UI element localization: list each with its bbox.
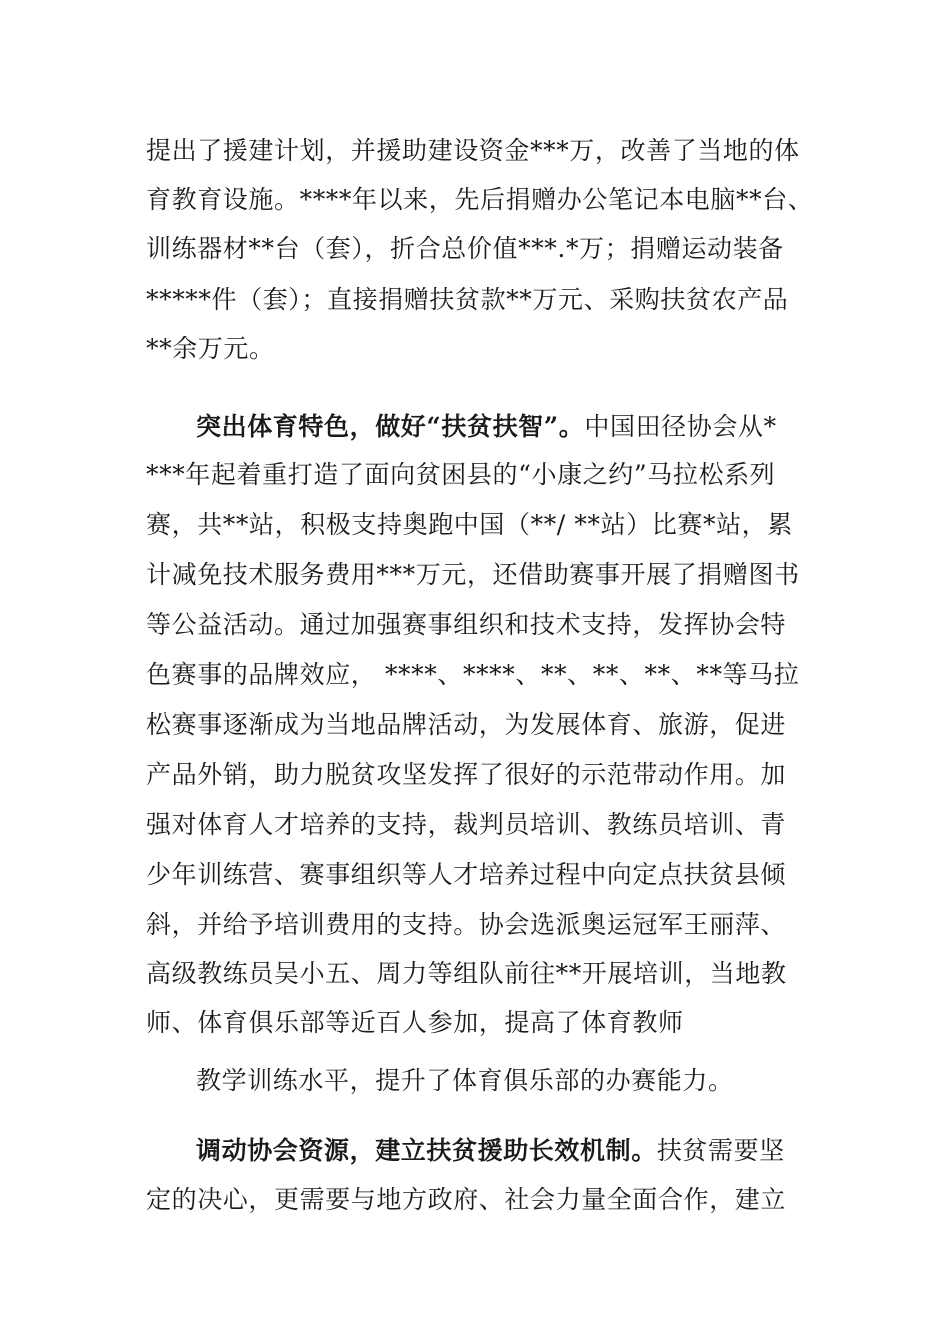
paragraph-2-heading: 突出体育特色，做好“扶贫扶智”。 <box>196 412 585 441</box>
text-line: **余万元。 <box>146 334 275 363</box>
paragraph-4-heading: 调动协会资源，建立扶贫援助长效机制。 <box>196 1136 657 1165</box>
text-line: 育教育设施。****年以来，先后捐赠办公笔记本电脑**台、 <box>146 185 814 214</box>
paragraph-2-first-line <box>196 412 777 442</box>
text-line: 少年训练营、赛事组织等人才培养过程中向定点扶贫县倾 <box>146 860 787 889</box>
text-line: 强对体育人才培养的支持，裁判员培训、教练员培训、青 <box>146 810 787 839</box>
text-line: ***年起着重打造了面向贫困县的“小康之约”马拉松系列 <box>146 460 776 489</box>
paragraph-4-first-line-text: 扶贫需要坚 <box>656 1136 785 1165</box>
text-line: 计减免技术服务费用***万元，还借助赛事开展了捐赠图书 <box>146 560 800 589</box>
text-line: 提出了援建计划，并援助建设资金***万，改善了当地的体 <box>146 136 800 165</box>
paragraph-2-first-line-text: 中国田径协会从* <box>584 412 777 441</box>
paragraph-4-first-line <box>196 1136 785 1166</box>
text-line: 训练器材**台（套），折合总价值***.*万；捐赠运动装备 <box>146 234 784 263</box>
text-line: 松赛事逐渐成为当地品牌活动，为发展体育、旅游，促进 <box>146 710 787 739</box>
text-line: 产品外销，助力脱贫攻坚发挥了很好的示范带动作用。加 <box>146 760 787 789</box>
text-line: 定的决心，更需要与地方政府、社会力量全面合作，建立 <box>146 1185 787 1214</box>
text-line: 赛，共**站，积极支持奥跑中国（**/ **站）比赛*站，累 <box>146 510 793 539</box>
text-line: 斜，并给予培训费用的支持。协会选派奥运冠军王丽萍、 <box>146 910 787 939</box>
text-line: 高级教练员吴小五、周力等组队前往**开展培训，当地教 <box>146 959 787 988</box>
text-line: *****件（套）；直接捐赠扶贫款**万元、采购扶贫农产品 <box>146 285 789 314</box>
text-line: 等公益活动。通过加强赛事组织和技术支持，发挥协会特 <box>146 610 787 639</box>
text-line: 色赛事的品牌效应， ****、****、**、**、**、**等马拉 <box>146 660 800 689</box>
text-line: 师、体育俱乐部等近百人参加，提高了体育教师 <box>146 1008 684 1037</box>
text-line: 教学训练水平，提升了体育俱乐部的办赛能力。 <box>196 1066 734 1095</box>
